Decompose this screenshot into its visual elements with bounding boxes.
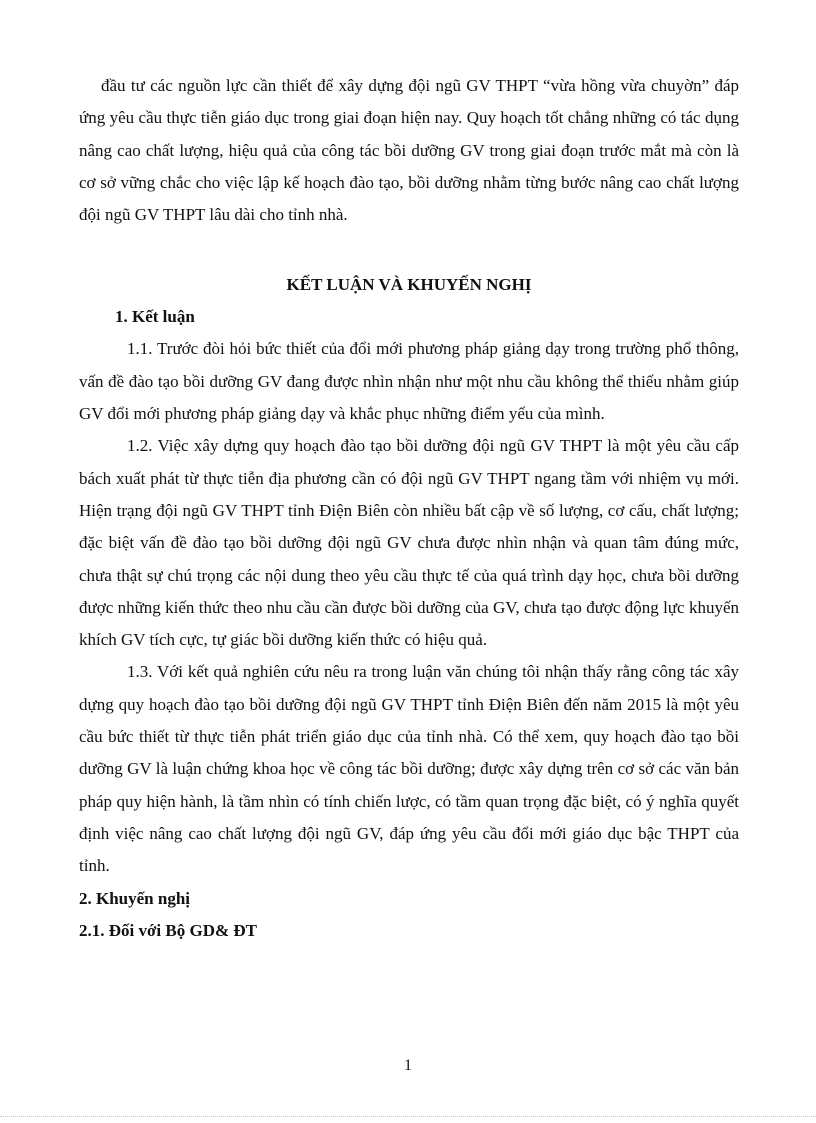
document-page <box>79 70 739 947</box>
intro-paragraph: đầu tư các nguồn lực cần thiết để xây dựng đội ngũ GV THPT “vừa hồng vừa chuyờn” đáp ứng yêu cầu thực tiễn giáo dục trong giai đoạn hiện nay. Quy hoạch tốt chẳng những có tác dụng nâng cao chất lượng, hiệu quả của công tác bồi dưỡng GV trong giai đoạn trước mắt mà còn là cơ sở vững chắc cho việc lập kế hoạch đào tạo, bồi dưỡng nhằm từng bước nâng cao chất lượng đội ngũ GV THPT lâu dài cho tỉnh nhà. <box>79 76 739 225</box>
conclusion-heading: 1. Kết luận <box>115 307 195 327</box>
conclusion-paragraph-1: 1.1. Trước đòi hỏi bức thiết của đổi mới phương pháp giảng dạy trong trường phổ thông, vấn đề đào tạo bồi dưỡng GV đang được nhìn nhận như một nhu cầu không thể thiếu nhằm giúp GV đổi mới phương pháp giảng dạy và khắc phục những điểm yếu của mình. <box>79 339 739 424</box>
recommendations-heading: 2. Khuyến nghị <box>79 888 191 908</box>
conclusion-paragraph-2: 1.2. Việc xây dựng quy hoạch đào tạo bồi dưỡng đội ngũ GV THPT là một yêu cầu cấp bách xuất phát từ thực tiễn địa phương cần có đội ngũ GV THPT ngang tầm với nhiệm vụ mới. Hiện trạng đội ngũ GV THPT tỉnh Điện Biên còn nhiều bất cập về số lượng, cơ cấu, chất lượng; đặc biệt vấn đề đào tạo bồi dưỡng đội ngũ GV chưa được nhìn nhận và quan tâm đúng mức, chưa thật sự chú trọng các nội dung theo yêu cầu thực tế của quá trình dạy học, chưa bồi dưỡng được những kiến thức theo nhu cầu cần được bồi dưỡng của GV, chưa tạo được động lực khuyến khích GV tích cực, tự giác bồi dưỡng kiến thức có hiệu quả. <box>79 436 739 650</box>
recommendations-subheading: 2.1. Đối với Bộ GD& ĐT <box>79 920 258 940</box>
conclusion-paragraph-3: 1.3. Với kết quả nghiên cứu nêu ra trong luận văn chúng tôi nhận thấy rằng công tác xây dựng quy hoạch đào tạo bồi dưỡng đội ngũ GV THPT tỉnh Điện Biên đến năm 2015 là một yêu cầu bức thiết từ thực tiễn phát triển giáo dục của tỉnh nhà. Có thể xem, quy hoạch đào tạo bồi dưỡng GV là luận chứng khoa học về công tác bồi dưỡng; được xây dựng trên cơ sở các văn bản pháp quy hiện hành, là tầm nhìn có tính chiến lược, có tầm quan trọng đặc biệt, có ý nghĩa quyết định việc nâng cao chất lượng đội ngũ GV, đáp ứng yêu cầu đổi mới giáo dục bậc THPT của tỉnh. <box>79 662 739 876</box>
page-number: 1 <box>404 1057 412 1074</box>
page-bottom-divider <box>0 1116 816 1117</box>
section-title: KẾT LUẬN VÀ KHUYẾN NGHỊ <box>286 275 532 295</box>
